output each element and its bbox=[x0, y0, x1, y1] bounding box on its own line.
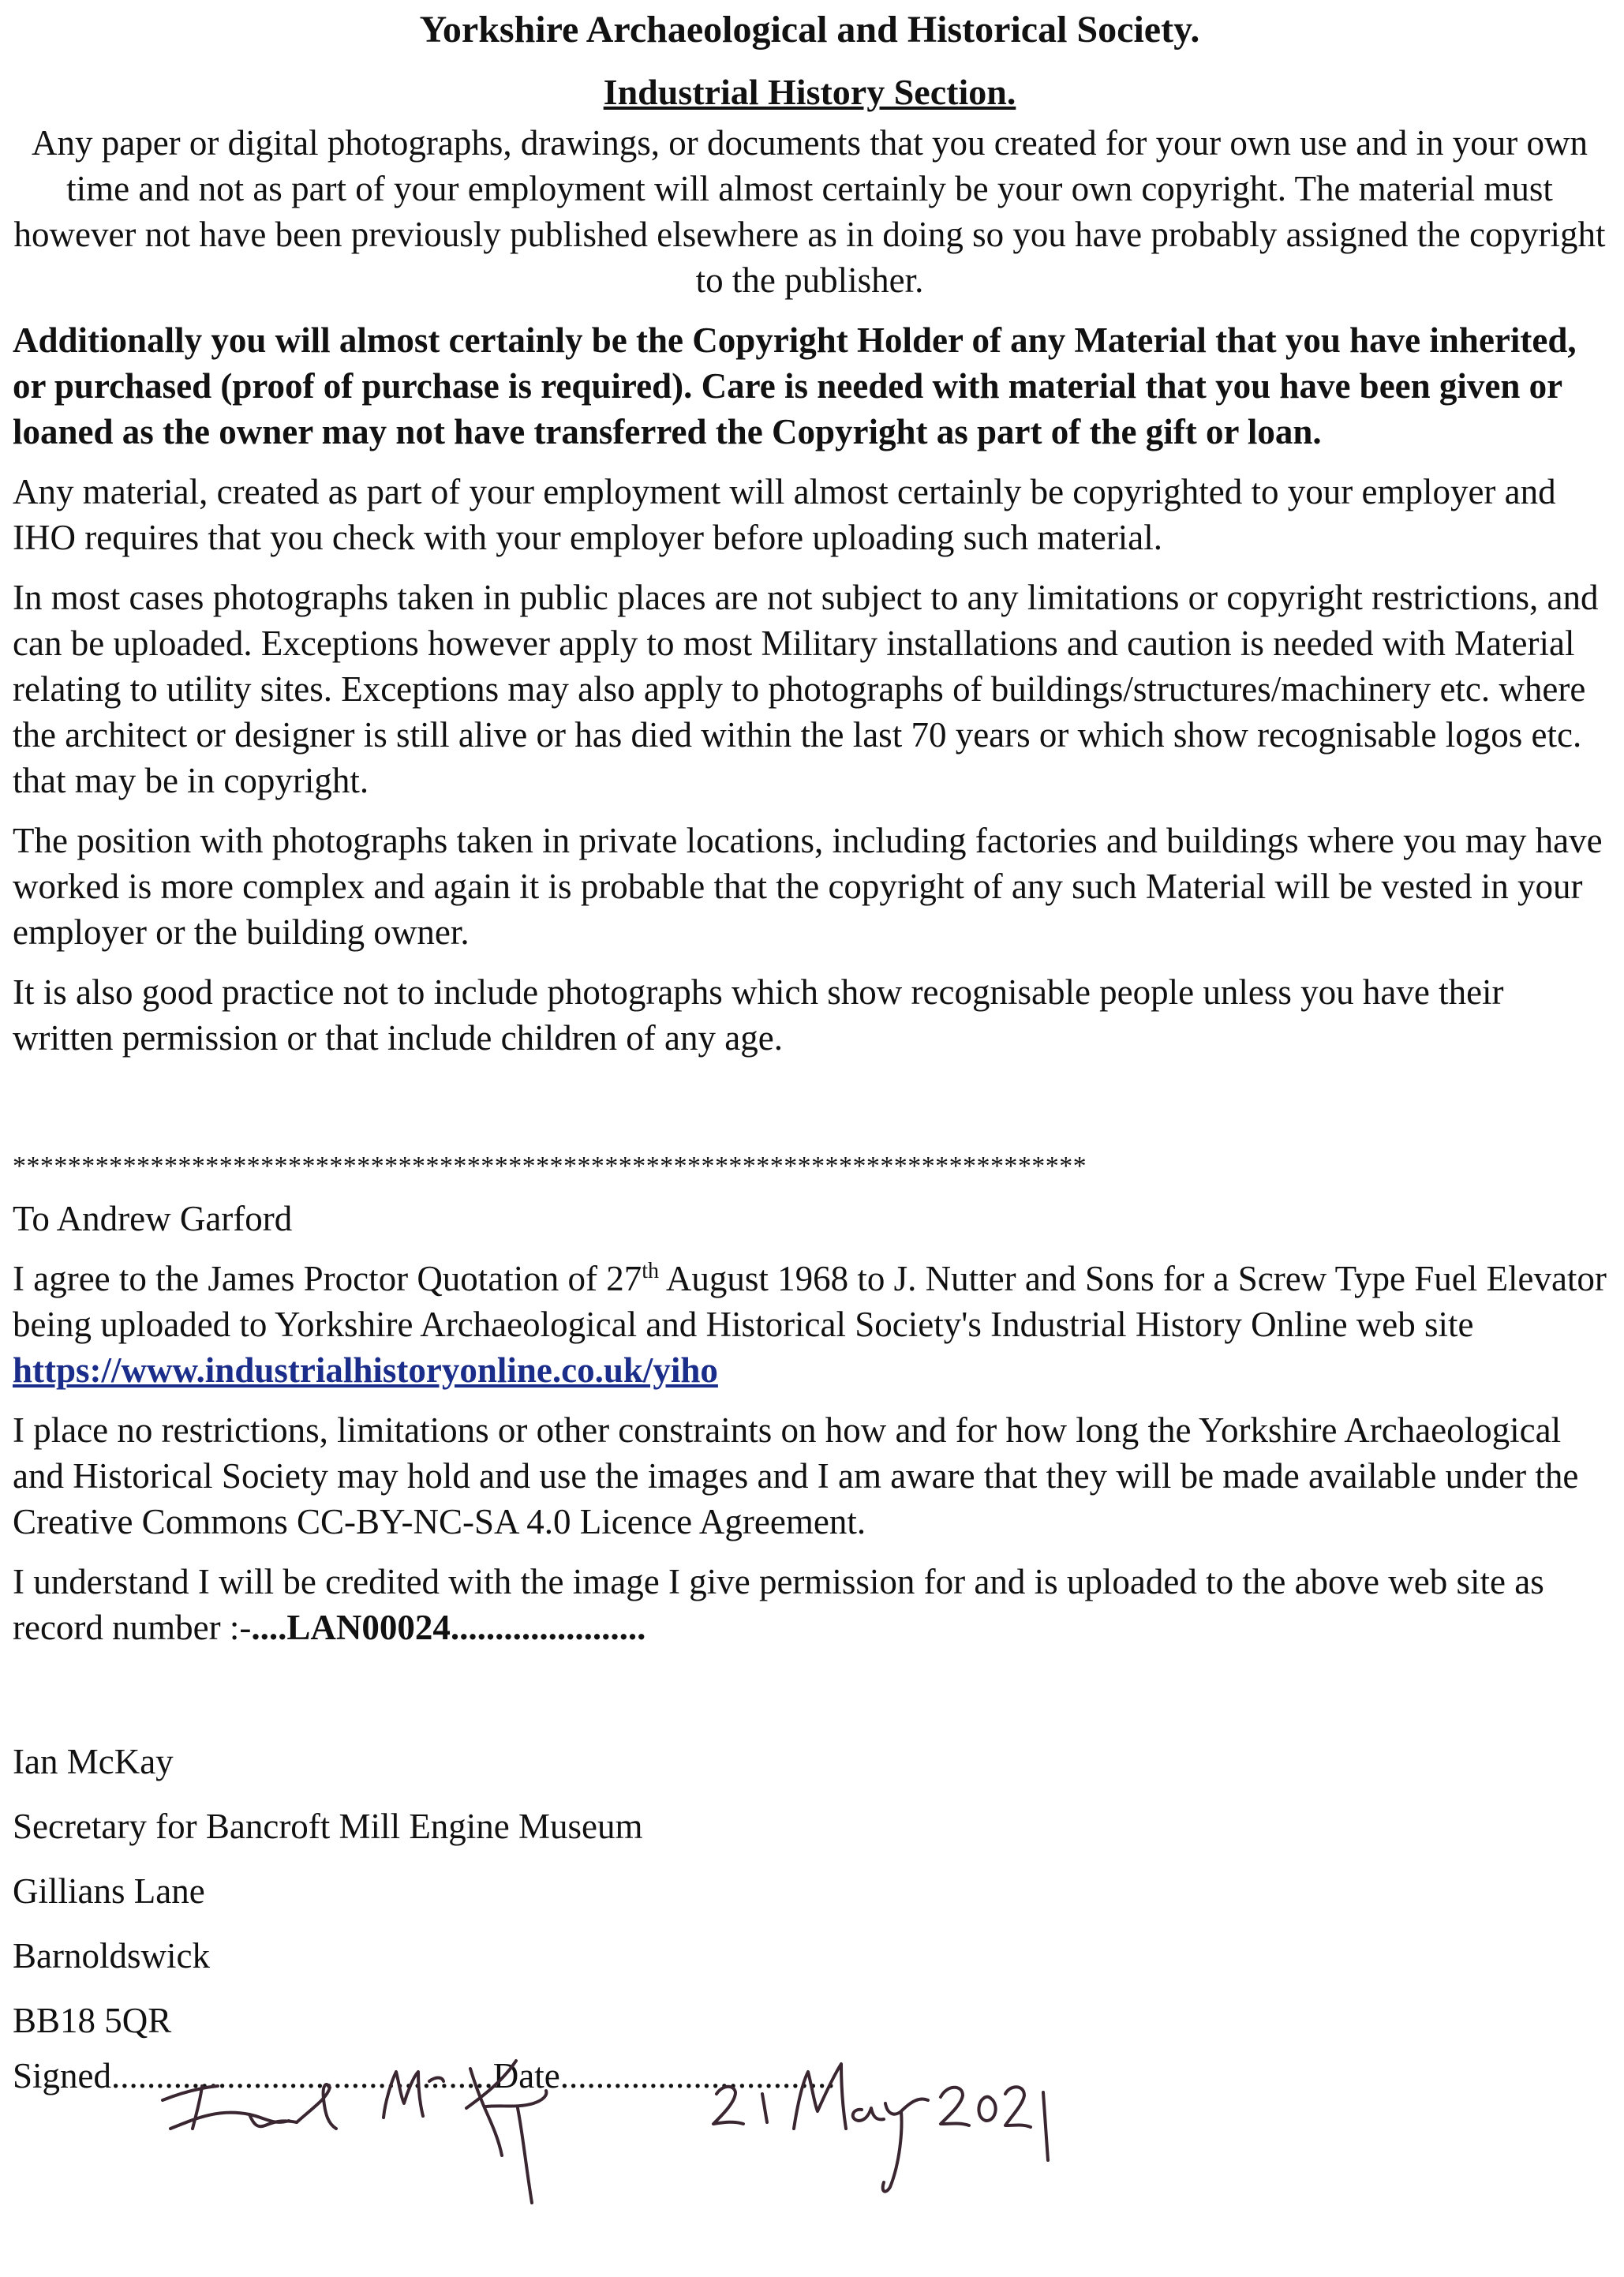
intro-paragraph-3: Any material, created as part of your employment will almost certainly be copyrighted to your employer and IHO requires that you check with your employer before uploading such material. bbox=[13, 472, 1556, 557]
address-town: Barnoldswick bbox=[13, 1936, 210, 1976]
agreement-paragraph bbox=[13, 1256, 1607, 1393]
restrictions-paragraph: I place no restrictions, limitations or other constraints on how and for how long the Yorkshire Archaeological and Historical Society may hold and use the images and I am aware that they will be made available under the Creative Commons CC-BY-NC-SA 4.0 Licence Agreement. bbox=[13, 1410, 1579, 1541]
date-label: Date bbox=[492, 2056, 560, 2095]
address-postcode: BB18 5QR bbox=[13, 2001, 172, 2040]
signed-label: Signed bbox=[13, 2056, 112, 2095]
credit-text: I understand I will be credited with the image I give permission for and is uploaded to the above web site as record number :- bbox=[13, 1562, 1544, 1647]
credit-paragraph bbox=[13, 1559, 1607, 1650]
intro-paragraph-5: The position with photographs taken in private locations, including factories and buildings where you may have worked is more complex and again it is probable that the copyright of any such Material will be vested in your employer or the building owner. bbox=[13, 821, 1603, 952]
ordinal-suffix: th bbox=[642, 1259, 660, 1283]
salutation: To Andrew Garford bbox=[13, 1199, 293, 1238]
handwritten-signature bbox=[13, 2053, 1117, 2211]
section-title: Industrial History Section. bbox=[603, 72, 1016, 112]
signatory-name: Ian McKay bbox=[13, 1742, 174, 1781]
signatory-role: Secretary for Bancroft Mill Engine Museum bbox=[13, 1807, 643, 1846]
intro-paragraph-4: In most cases photographs taken in public places are not subject to any limitations or copyright restrictions, and can be uploaded. Exceptions however apply to most Military installations and caution is needed with Material relating to utility sites. Exceptions may also apply to photographs of buildings/structures/machinery etc. where the architect or designer is still alive or has died within the last 70 years or which show recognisable logos etc. that may be in copyright. bbox=[13, 578, 1599, 800]
document-title: Yorkshire Archaeological and Historical Society. bbox=[419, 9, 1200, 51]
signed-dotted-line: ........................................... bbox=[111, 2056, 493, 2095]
date-dotted-line: ............................... bbox=[559, 2056, 836, 2095]
address-street: Gillians Lane bbox=[13, 1871, 205, 1911]
record-number: ....LAN00024...................... bbox=[251, 1608, 646, 1647]
separator-line: ****************************************************************************** bbox=[13, 1152, 1087, 1181]
intro-paragraph-1: Any paper or digital photographs, drawings, or documents that you created for your own use and in your own time and not as part of your employment will almost certainly be your own copyright. The material must however not have been previously published elsewhere as in doing so you have probably assigned the copyright to the publisher. bbox=[13, 123, 1606, 300]
intro-paragraph-6: It is also good practice not to include photographs which show recognisable people unless you have their written permission or that include children of any age. bbox=[13, 972, 1504, 1058]
signature-row bbox=[13, 2053, 1607, 2124]
document-page bbox=[13, 0, 1607, 2124]
agreement-text-1: I agree to the James Proctor Quotation of 27 bbox=[13, 1259, 642, 1298]
agreement-text-2: August 1968 to J. Nutter and Sons for a Screw Type Fuel Elevator being uploaded to Yorkshire Archaeological and Historical Society's Industrial History Online web site bbox=[13, 1259, 1607, 1344]
intro-paragraph-2: Additionally you will almost certainly be the Copyright Holder of any Material that you have inherited, or purchased (proof of purchase is required). Care is needed with material that you have been given or loaned as the owner may not have transferred the Copyright as part of the gift or loan. bbox=[13, 320, 1577, 451]
website-link[interactable]: https://www.industrialhistoryonline.co.uk/yiho bbox=[13, 1350, 718, 1390]
